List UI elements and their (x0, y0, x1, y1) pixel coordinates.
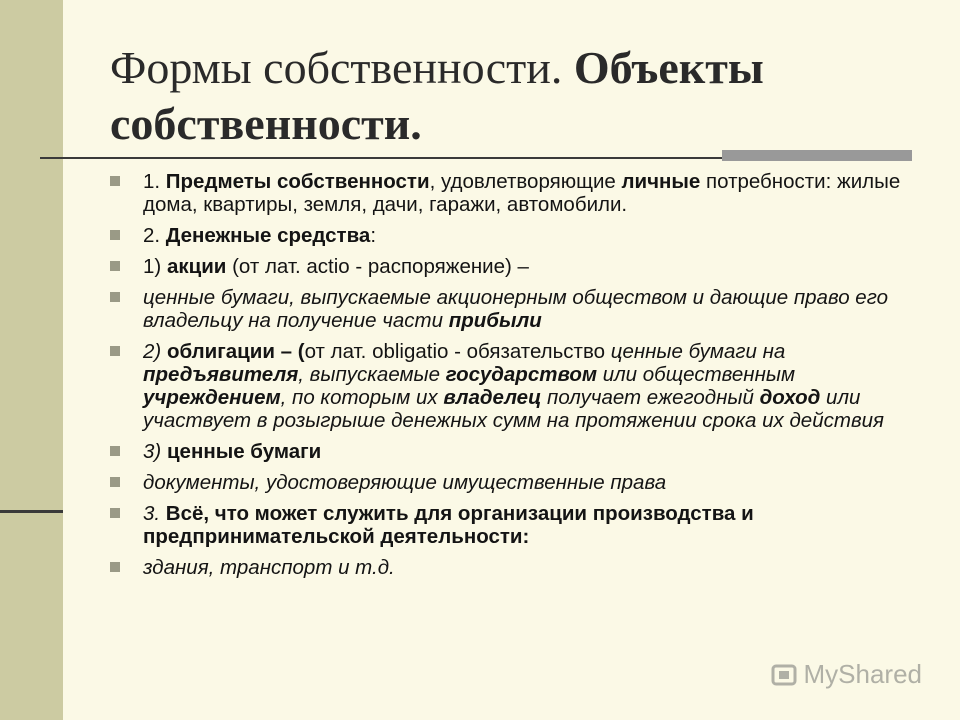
text-segment: ценные бумаги (166, 440, 322, 463)
text-segment: от лат. obligatio - обязательство (304, 340, 611, 363)
text-segment: ценные бумаги, выпускаемые акционерным обществом и дающие право его владельцу на получение части (143, 286, 888, 332)
list-item (110, 286, 910, 332)
text-segment: , выпускаемые (298, 363, 446, 386)
text-segment: , по которым их (280, 386, 444, 409)
square-bullet-icon (110, 261, 120, 271)
text-segment: документы, удостоверяющие имущественные права (143, 471, 667, 494)
list-item (110, 502, 910, 548)
text-segment: ценные бумаги на (610, 340, 786, 363)
title-underline-accent (722, 150, 912, 161)
square-bullet-icon (110, 230, 120, 240)
text-segment: 3) (143, 440, 167, 463)
text-segment: учреждением (143, 386, 281, 409)
list-item (110, 340, 910, 432)
text-segment: или общественным (597, 363, 795, 386)
square-bullet-icon (110, 562, 120, 572)
text-segment: 2. (143, 224, 166, 247)
list-item (110, 471, 910, 494)
list-item (110, 255, 910, 278)
left-bar-divider (0, 510, 63, 513)
text-segment: доход (759, 386, 821, 409)
myshared-logo-icon (770, 661, 798, 689)
bullet-list (110, 170, 910, 587)
text-segment: предъявителя (143, 363, 299, 386)
text-segment: личные (621, 170, 701, 193)
text-segment: акции (166, 255, 227, 278)
text-segment: прибыли (448, 309, 542, 332)
square-bullet-icon (110, 508, 120, 518)
left-decor-bar (0, 0, 63, 720)
text-segment: , удовлетворяющие (429, 170, 622, 193)
list-item (110, 556, 910, 579)
text-segment: владелец (443, 386, 542, 409)
text-segment: потребности: жилые дома, квартиры, земля, дачи, гаражи, автомобили. (143, 170, 901, 216)
text-segment: 3. (143, 502, 166, 525)
title-bold: Объекты собственности. (110, 42, 764, 149)
text-segment: 1) (143, 255, 167, 278)
watermark-text: MyShared (803, 659, 922, 689)
text-segment: Предметы собственности (165, 170, 430, 193)
square-bullet-icon (110, 446, 120, 456)
text-segment: : (370, 224, 377, 247)
list-item (110, 170, 910, 216)
text-segment: 2) (143, 340, 167, 363)
square-bullet-icon (110, 176, 120, 186)
square-bullet-icon (110, 292, 120, 302)
slide-title (110, 40, 910, 152)
text-segment: 1. (143, 170, 166, 193)
square-bullet-icon (110, 477, 120, 487)
title-regular: Формы собственности. (110, 42, 574, 93)
list-item (110, 224, 910, 247)
text-segment: государством (445, 363, 598, 386)
text-segment: (от лат. actio - распоряжение) – (226, 255, 529, 278)
text-segment: Всё, что может служить для организации производства и предпринимательской деятельности: (143, 502, 754, 548)
text-segment: получает ежегодный (541, 386, 760, 409)
square-bullet-icon (110, 346, 120, 356)
text-segment: здания, транспорт и т.д. (143, 556, 395, 579)
text-segment: облигации – ( (166, 340, 305, 363)
text-segment: Денежные средства (165, 224, 371, 247)
text-segment: или участвует в розыгрыше денежных сумм на протяжении срока их действия (143, 386, 884, 432)
watermark (770, 659, 923, 690)
list-item (110, 440, 910, 463)
